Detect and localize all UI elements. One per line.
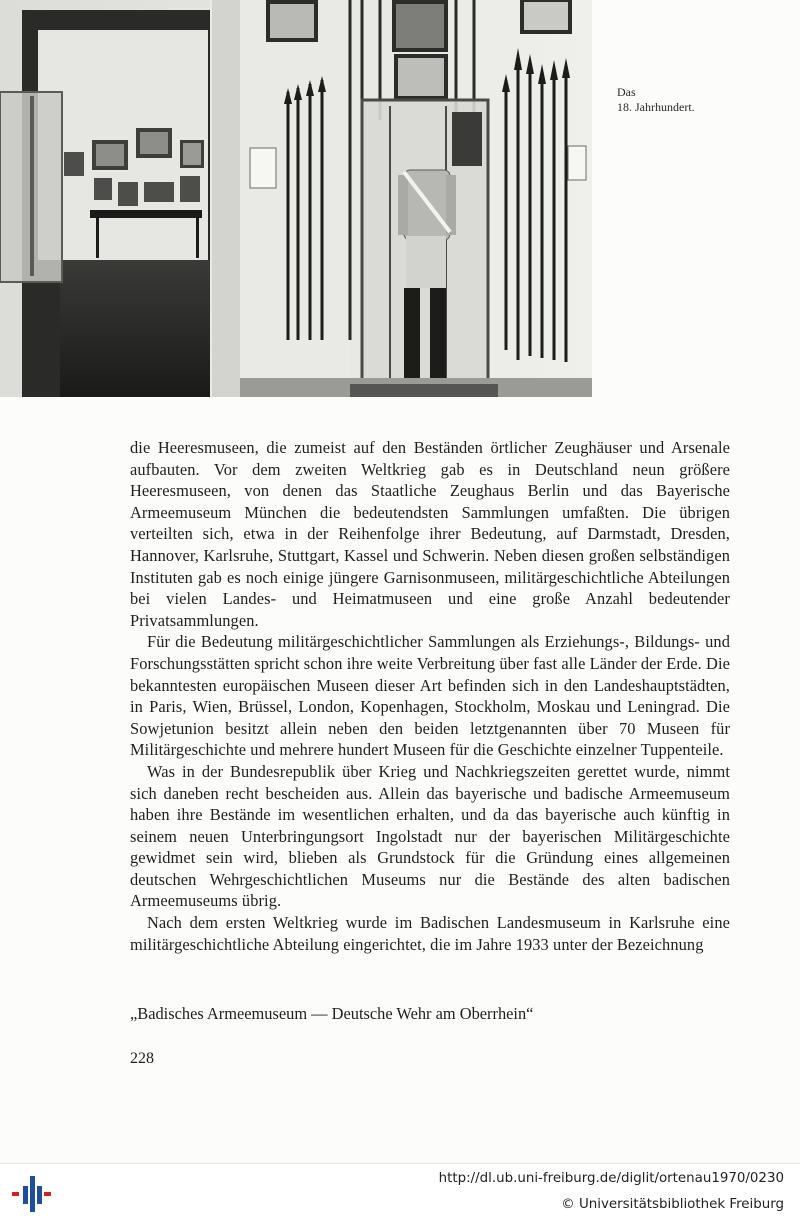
caption-line-1: Das — [617, 85, 636, 99]
quoted-title: „Badisches Armeemuseum — Deutsche Wehr am Oberrhein“ — [130, 1004, 534, 1023]
page-number: 228 — [130, 1050, 154, 1067]
source-url-link[interactable]: http://dl.ub.uni-freiburg.de/diglit/ortenau1970/0230 — [438, 1171, 784, 1186]
copyright-text: © Universitätsbibliothek Freiburg — [561, 1197, 784, 1212]
figure-caption — [617, 85, 787, 115]
ub-freiburg-logo-icon — [8, 1174, 52, 1214]
museum-photo — [0, 0, 592, 397]
body-text — [130, 437, 730, 955]
museum-photo-drawing — [0, 0, 592, 397]
caption-line-2: 18. Jahrhundert. — [617, 100, 695, 114]
paragraph: Für die Bedeutung militärgeschichtlicher Sammlungen als Erziehungs-, Bildungs- und Forschungsstätten spricht schon ihre weite Verbreitung über fast alle Länder der Erde. Die bekanntesten europäischen Museen dieser Art befinden sich in den Landeshauptstädten, in Paris, Wien, Brüssel, London, Kopenhagen, Stockholm, Moskau und Leningrad. Die Sowjetunion besitzt allein neben den beiden letztgenannten über 70 Museen für Militärgeschichte und mehrere hundert Museen für die Geschichte einzelner Tuppenteile. — [130, 632, 730, 760]
paragraph: die Heeresmuseen, die zumeist auf den Beständen örtlicher Zeughäuser und Arsenale aufbauten. Vor dem zweiten Weltkrieg gab es in Deutschland neun größere Heeresmuseen, von denen das Staatliche Zeughaus Berlin und das Bayerische Armeemuseum München die bedeutendsten Sammlungen umfaßten. Die übrigen verteilten sich, etwa in der Reihenfolge ihrer Bedeutung, auf Darmstadt, Dresden, Hannover, Karlsruhe, Stuttgart, Kassel und Schwerin. Neben diesen großen selbständigen Instituten gab es noch einige jüngere Garnisonmuseen, militärgeschichtliche Abteilungen bei vielen Landes- und Heimatmuseen und eine große Anzahl bedeutender Privatsammlungen. — [130, 438, 730, 630]
paragraph: Was in der Bundesrepublik über Krieg und Nachkriegszeiten gerettet wurde, nimmt sich daneben recht bescheiden aus. Allein das bayerische und badische Armeemuseum haben ihre Bestände im wesentlichen erhalten, und da das bayerische auch künftig in seinem neuen Unterbringungsort Ingolstadt nur der bayerischen Militärgeschichte gewidmet sein wird, blieben als Grundstock für die Gründung eines allgemeinen deutschen Wehrgeschichtlichen Museums nur die Bestände des alten badischen Armeemuseums übrig. — [130, 761, 730, 911]
paragraph: Nach dem ersten Weltkrieg wurde im Badischen Landesmuseum in Karlsruhe eine militärgeschichtliche Abteilung eingerichtet, die im Jahre 1933 unter der Bezeichnung — [130, 913, 730, 954]
footer-bar — [0, 1163, 800, 1221]
